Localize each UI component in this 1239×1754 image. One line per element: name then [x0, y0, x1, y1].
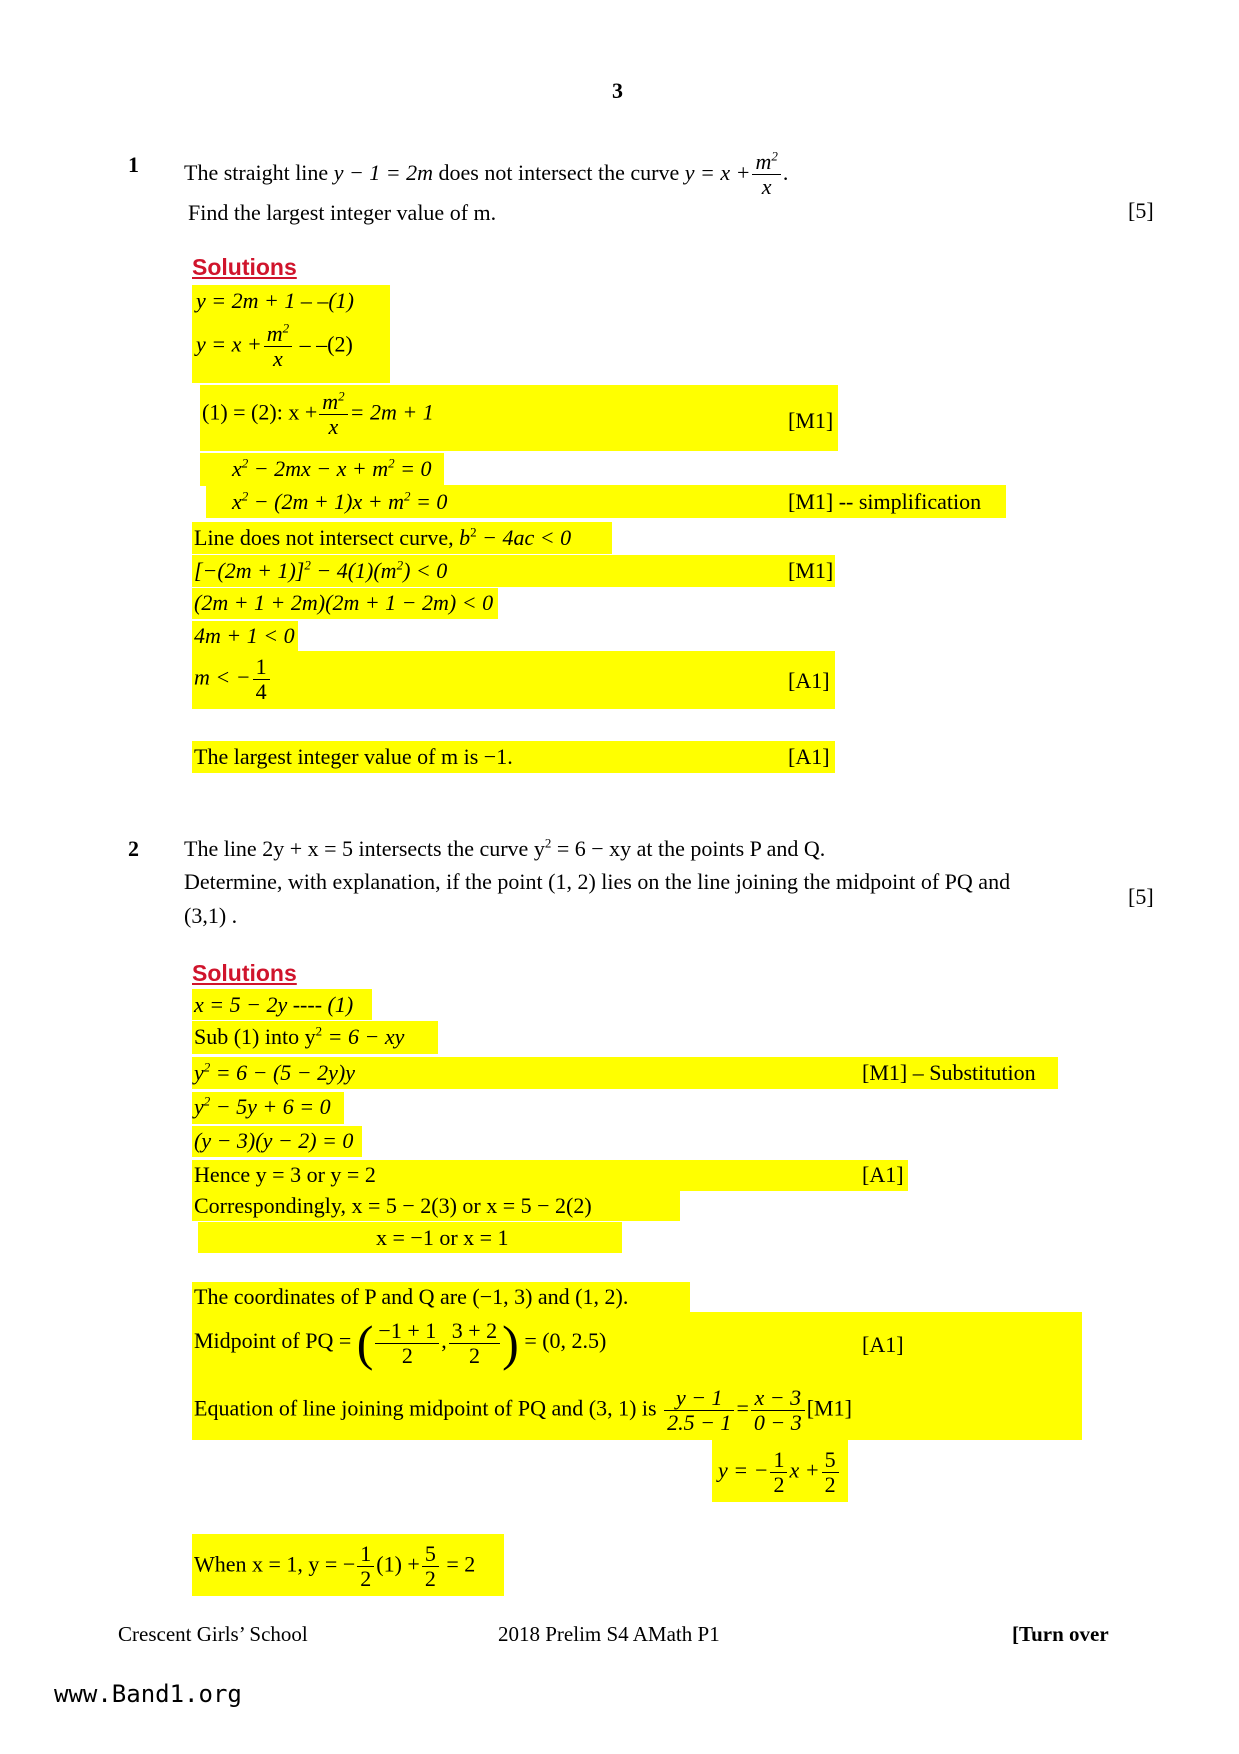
q1-line-4-b: − 2mx − x + m [248, 456, 389, 481]
q1-stem-line-equation: y − 1 = 2m [333, 160, 434, 185]
q1-line-3 [202, 390, 434, 439]
question-2-stem-line-1 [184, 836, 825, 862]
q1-stem-fraction-den: x [761, 174, 772, 199]
q2-midpoint-x-fraction [375, 1319, 439, 1368]
q2-line-13-fraction-1 [357, 1542, 374, 1591]
q2-line-12-b: x + [789, 1457, 820, 1483]
q1-line-4-sup1: 2 [241, 455, 249, 471]
q2-line-11-f1-num: y − 1 [664, 1386, 734, 1411]
q2-line-11-equals: = [736, 1395, 749, 1421]
q2-line-12-f2-den: 2 [824, 1472, 836, 1497]
q2-line-10 [194, 1315, 607, 1371]
q1-line-10-mark: [A1] [788, 668, 830, 693]
q1-line-2-text: y = x + [196, 331, 262, 357]
q2-line-7: Correspondingly, x = 5 − 2(3) or x = 5 − 2(2) [194, 1193, 592, 1218]
q2-line-2 [194, 1024, 404, 1050]
q1-conclusion: The largest integer value of m is −1. [194, 744, 513, 769]
footer-exam: 2018 Prelim S4 AMath P1 [498, 1622, 720, 1646]
q2-line-4-sup: 2 [203, 1093, 211, 1109]
q2-line-12 [718, 1448, 841, 1497]
question-2-number: 2 [128, 836, 139, 861]
q1-line-5-mark: [M1] -- simplification [788, 489, 982, 514]
q1-line-2-sup: 2 [282, 320, 290, 336]
q1-line-7-sup2: 2 [396, 557, 404, 573]
q1-stem-fraction [752, 150, 780, 199]
q1-line-7-b: − 4(1)(m [310, 558, 397, 583]
q1-line-10-text: m < − [194, 664, 251, 690]
q1-line-2-fraction [264, 322, 292, 371]
q1-line-7-a: [−(2m + 1)] [194, 558, 305, 583]
q1-line-3-den: x [328, 414, 339, 439]
question-2-stem-line-2: Determine, with explanation, if the point (1, 2) lies on the line joining the midpoint of PQ and [184, 869, 1011, 894]
q2-line-12-fraction-1 [770, 1448, 787, 1497]
q2-line-4 [194, 1094, 331, 1120]
q2-line-6: Hence y = 3 or y = 2 [194, 1162, 376, 1187]
q2-line-2-a: Sub (1) into y [194, 1024, 316, 1049]
q1-line-2-den: x [273, 346, 283, 371]
q2-line-13-b: (1) + [376, 1551, 420, 1577]
q2-line-13-f2-den: 2 [424, 1566, 436, 1591]
q2-midpoint-y-den: 2 [468, 1342, 480, 1368]
q2-line-11-f2-den: 0 − 3 [753, 1410, 802, 1435]
q1-line-7-sup1: 2 [304, 557, 311, 573]
q1-line-7-mark: [M1] [788, 558, 834, 583]
q2-line-11-f2-num: x − 3 [751, 1386, 805, 1411]
q2-line-13-a: When x = 1, y = − [194, 1551, 356, 1577]
q1-line-10-fraction [253, 655, 270, 704]
q2-midpoint-x-den: 2 [401, 1342, 413, 1368]
q2-line-10-mark: [A1] [862, 1332, 904, 1357]
q2-line-12-f1-den: 2 [773, 1472, 785, 1497]
q2-line-3-mark: [M1] – Substitution [862, 1060, 1036, 1085]
q2-line-11-fraction-1 [664, 1386, 734, 1435]
q2-line-13-f1-num: 1 [357, 1542, 374, 1567]
question-2-stem-line-3: (3,1) . [184, 903, 238, 928]
q2-line-12-f2-num: 5 [822, 1448, 839, 1473]
q2-line-2-sup: 2 [315, 1023, 323, 1039]
q1-line-5-c: = 0 [410, 489, 448, 514]
q1-line-9: 4m + 1 < 0 [194, 623, 295, 648]
right-paren: ) [502, 1315, 519, 1371]
q2-line-9: The coordinates of P and Q are (−1, 3) and (1, 2). [194, 1284, 629, 1309]
q1-line-6 [194, 525, 571, 551]
q2-line-13-c: = 2 [440, 1551, 476, 1577]
q1-line-5-a: x [232, 489, 242, 514]
q1-line-3-rhs: = 2m + 1 [349, 399, 434, 425]
question-1-stem [184, 150, 788, 199]
q1-solutions-heading: Solutions [192, 254, 297, 280]
q2-line-11-mark: [M1] [806, 1395, 852, 1421]
q2-midpoint-y-num: 3 + 2 [449, 1319, 500, 1344]
q2-stem-1b: = 6 − xy at the points P and Q. [551, 836, 826, 861]
page-number: 3 [612, 78, 623, 103]
q2-line-1: x = 5 − 2y ---- (1) [194, 992, 354, 1017]
q1-line-1: y = 2m + 1 – –(1) [196, 288, 354, 313]
q1-stem-text-2: does not intersect the curve [433, 160, 685, 185]
q1-line-10 [194, 655, 272, 704]
q2-line-10-text: Midpoint of PQ = [194, 1328, 352, 1354]
q2-line-4-a: y [194, 1094, 204, 1119]
q1-stem-fraction-sup: 2 [771, 148, 778, 164]
q2-stem-1a: The line 2y + x = 5 intersects the curve y [184, 836, 545, 861]
q1-line-3-num: m [322, 389, 339, 414]
q1-line-2-num: m [266, 321, 283, 346]
q1-line-10-num: 1 [253, 655, 270, 680]
q1-stem-fraction-num: m [755, 149, 772, 174]
q1-line-5-sup1: 2 [241, 488, 249, 504]
q2-line-13 [194, 1542, 475, 1591]
q2-line-11-f1-den: 2.5 − 1 [667, 1410, 732, 1435]
question-2-marks: [5] [1128, 884, 1154, 909]
watermark-link[interactable]: www.Band1.org [54, 1680, 242, 1708]
q2-stem-1-sup: 2 [544, 835, 552, 851]
q1-line-5-b: − (2m + 1)x + m [248, 489, 404, 514]
q1-line-3-mark: [M1] [788, 408, 834, 433]
q2-line-8: x = −1 or x = 1 [376, 1225, 509, 1250]
q1-stem-text: The straight line [184, 160, 334, 185]
q1-line-5-sup2: 2 [404, 488, 411, 504]
q2-line-12-f1-num: 1 [770, 1448, 787, 1473]
q1-stem-period: . [782, 160, 789, 185]
q2-line-3-b: = 6 − (5 − 2y)y [210, 1060, 355, 1085]
q2-solutions-heading: Solutions [192, 960, 297, 986]
q1-line-4-a: x [232, 456, 242, 481]
q1-line-6-b: b [459, 525, 471, 550]
q2-line-3 [194, 1060, 355, 1086]
q1-highlight-10 [192, 651, 835, 709]
q1-line-4-c: = 0 [394, 456, 432, 481]
q2-line-13-f1-den: 2 [360, 1566, 372, 1591]
q2-line-2-b: = 6 − xy [322, 1024, 405, 1049]
q1-line-10-den: 4 [255, 679, 267, 704]
q1-line-8: (2m + 1 + 2m)(2m + 1 − 2m) < 0 [194, 590, 494, 615]
q2-line-12-fraction-2 [822, 1448, 839, 1497]
q2-line-3-sup: 2 [203, 1059, 211, 1075]
left-paren: ( [356, 1315, 374, 1371]
q1-conclusion-mark: [A1] [788, 744, 830, 769]
q2-line-11-text: Equation of line joining midpoint of PQ and (3, 1) is [194, 1395, 657, 1421]
q2-line-3-a: y [194, 1060, 204, 1085]
q2-line-5: (y − 3)(y − 2) = 0 [194, 1128, 354, 1153]
q1-line-7-c: ) < 0 [403, 558, 448, 583]
q2-line-13-f2-num: 5 [422, 1542, 439, 1567]
q2-midpoint-y-fraction [449, 1319, 500, 1368]
q2-midpoint-comma: , [441, 1328, 447, 1354]
footer-school: Crescent Girls’ School [118, 1622, 308, 1646]
q1-line-4 [232, 456, 431, 482]
q2-line-4-b: − 5y + 6 = 0 [210, 1094, 331, 1119]
question-1-number: 1 [128, 152, 139, 177]
question-1-find: Find the largest integer value of m. [188, 200, 497, 225]
q1-line-3-fraction [319, 390, 347, 439]
q2-midpoint-result: = (0, 2.5) [518, 1328, 607, 1354]
q1-line-3-sup: 2 [338, 388, 345, 404]
question-1-marks: [5] [1128, 198, 1154, 223]
q1-line-3-text: (1) = (2): x + [202, 399, 318, 425]
q2-midpoint-x-num: −1 + 1 [375, 1319, 439, 1344]
q1-line-7 [194, 558, 447, 584]
q1-stem-curve-equation: y = x + [684, 160, 751, 185]
q1-line-5 [232, 489, 447, 515]
q1-line-2-label: – –(2) [294, 331, 353, 357]
q2-line-11 [194, 1386, 852, 1435]
q2-line-11-fraction-2 [751, 1386, 805, 1435]
q1-line-2 [196, 322, 353, 371]
q1-line-6-sup: 2 [470, 524, 477, 540]
footer-turn-over: [Turn over [1012, 1622, 1109, 1646]
q2-line-6-mark: [A1] [862, 1162, 904, 1187]
q1-line-4-sup2: 2 [388, 455, 395, 471]
q1-line-6-c: − 4ac < 0 [476, 525, 572, 550]
q1-line-6-text: Line does not intersect curve, [194, 525, 460, 550]
q2-line-13-fraction-2 [422, 1542, 439, 1591]
q2-line-12-a: y = − [718, 1457, 769, 1483]
